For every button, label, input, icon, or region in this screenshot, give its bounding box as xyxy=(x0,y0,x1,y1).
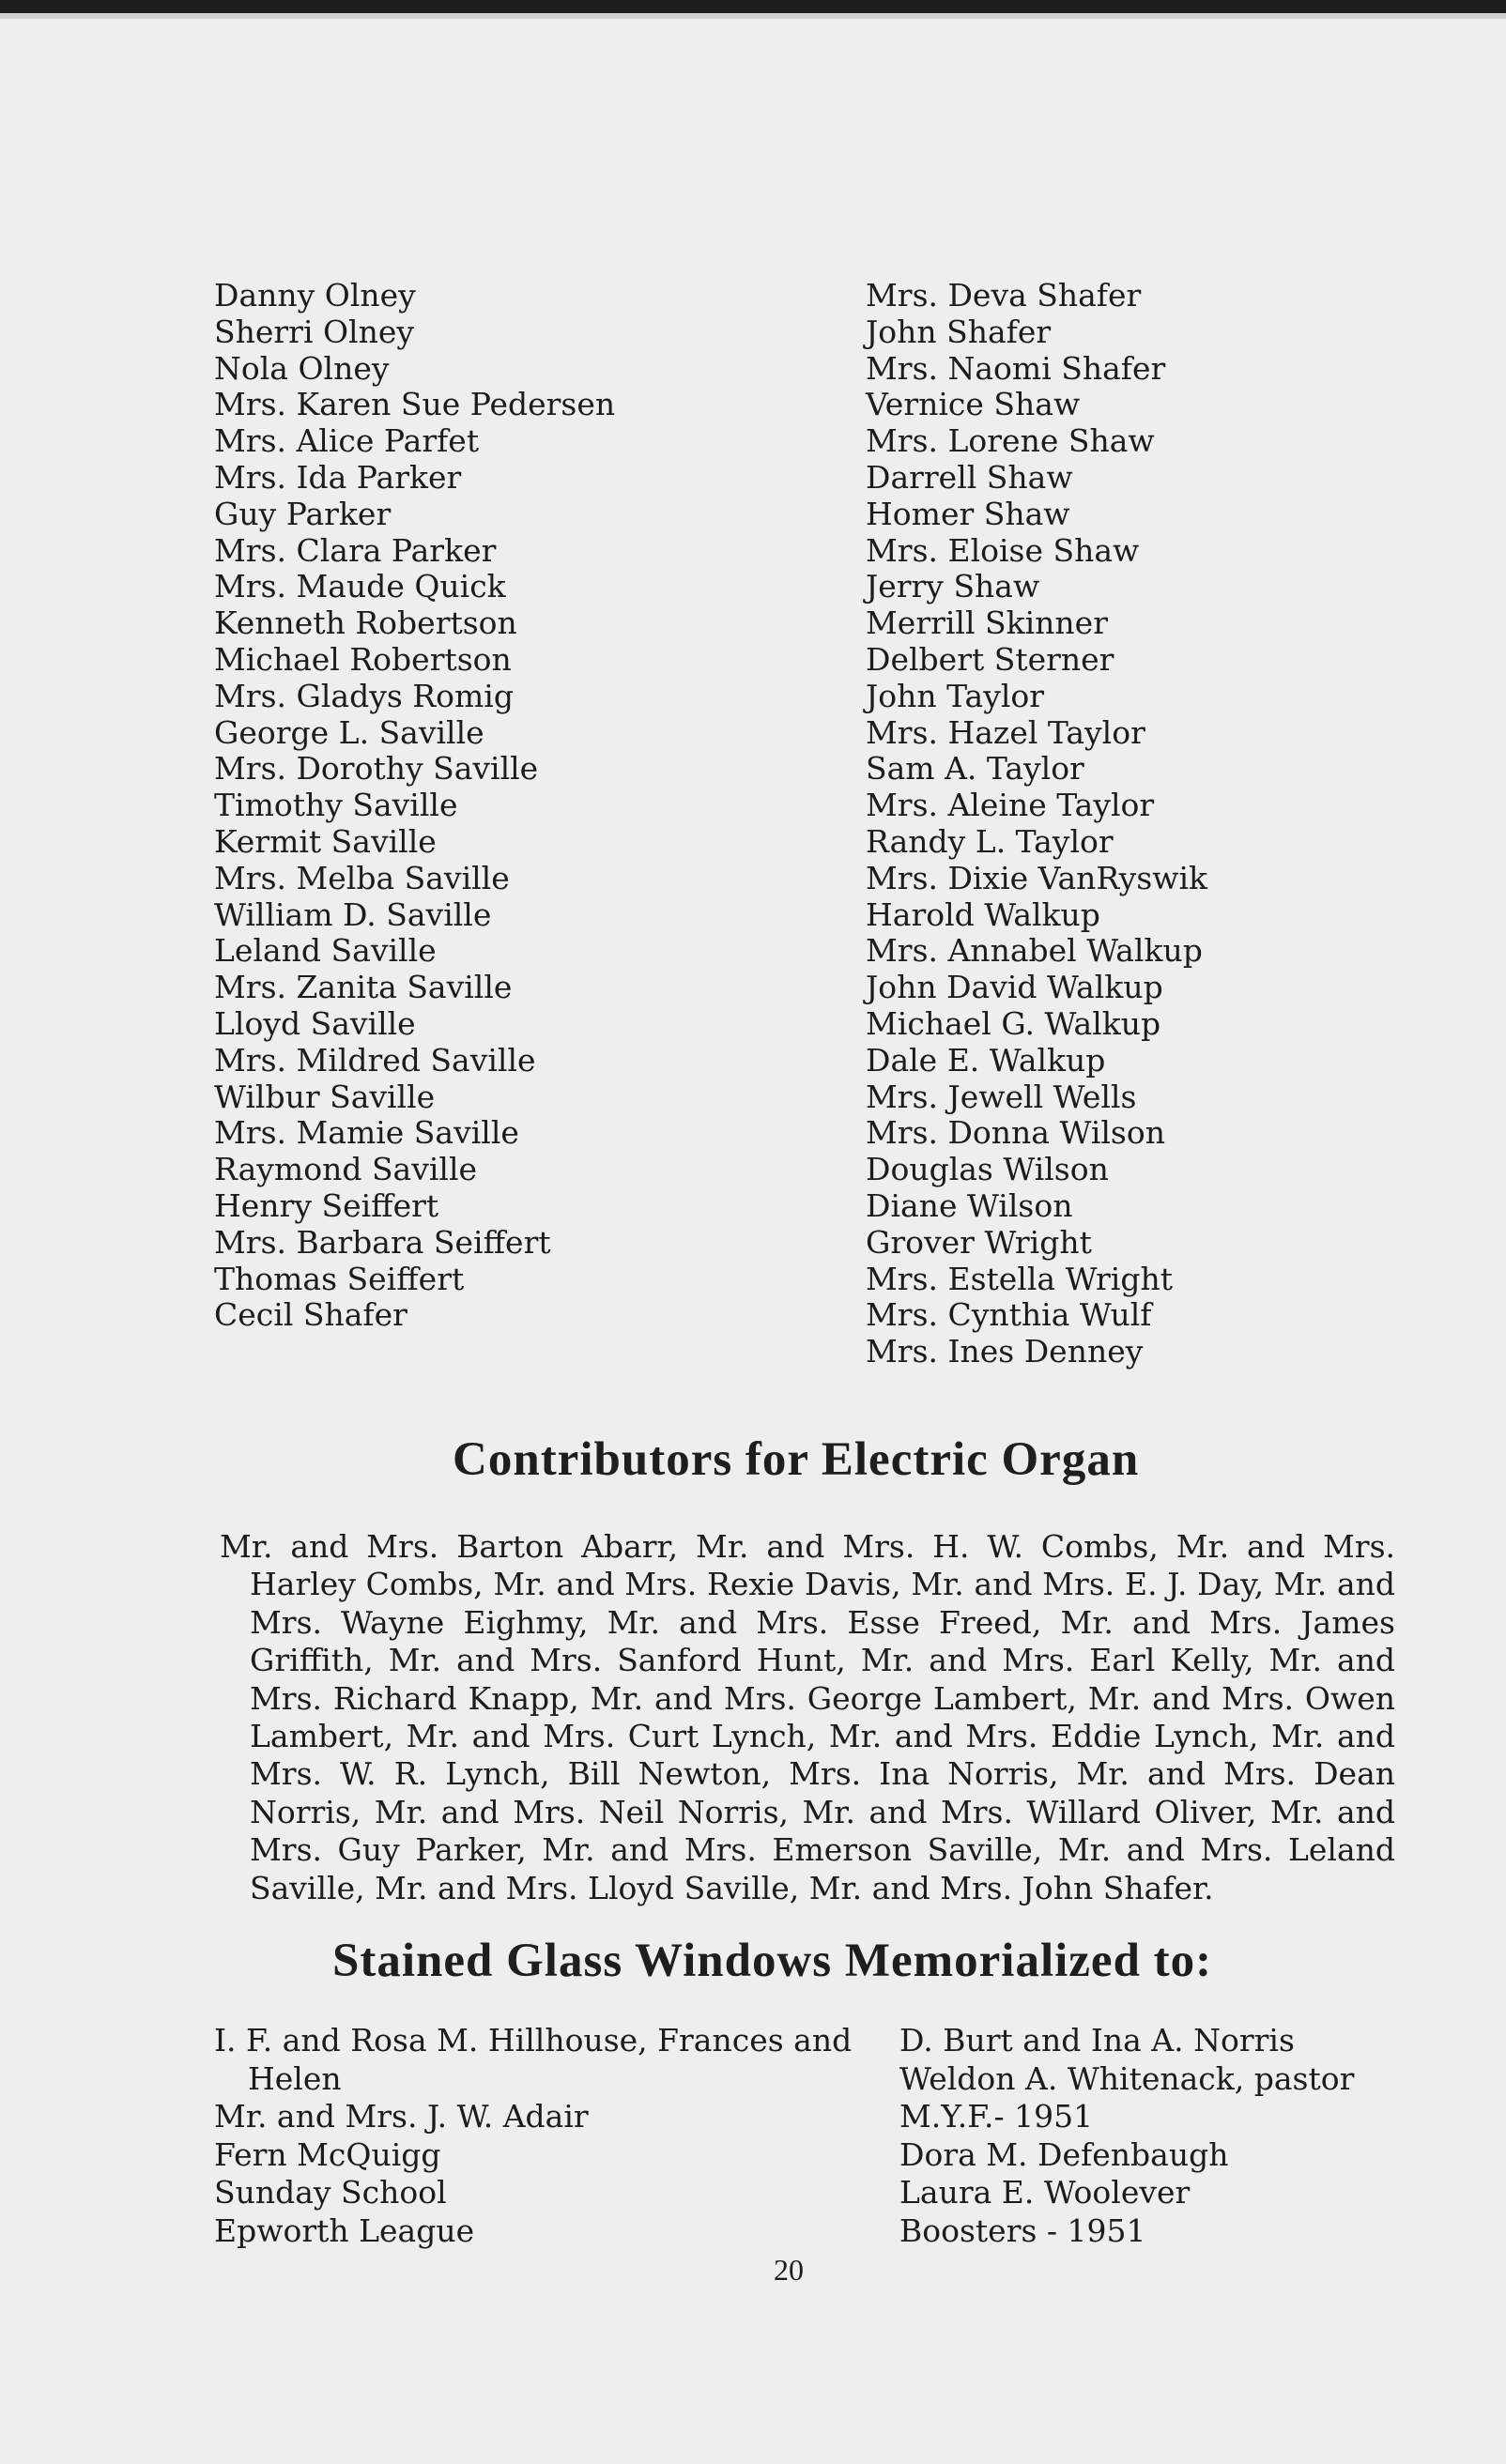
list-item: Timothy Saville xyxy=(214,787,458,824)
list-item: Mrs. Mamie Saville xyxy=(214,1114,519,1152)
scan-top-shadow xyxy=(0,13,1506,19)
list-item: Mr. and Mrs. J. W. Adair xyxy=(214,2098,589,2135)
list-item: Michael Robertson xyxy=(214,640,512,678)
list-item: Nola Olney xyxy=(214,349,390,387)
list-item: Darrell Shaw xyxy=(866,458,1073,496)
list-item: Sherri Olney xyxy=(214,313,415,350)
list-item: Mrs. Annabel Walkup xyxy=(866,932,1203,970)
list-item: Thomas Seiffert xyxy=(214,1260,465,1297)
list-item: Merrill Skinner xyxy=(866,605,1108,642)
list-item: Mrs. Aleine Taylor xyxy=(866,787,1155,824)
list-item: M.Y.F.- 1951 xyxy=(899,2098,1094,2135)
organ-contributors-heading: Contributors for Electric Organ xyxy=(453,1433,1140,1486)
list-item: Wilbur Saville xyxy=(214,1078,436,1115)
list-item: Mrs. Gladys Romig xyxy=(214,677,514,714)
organ-contributors-text: Mr. and Mrs. Barton Abarr, Mr. and Mrs. H. W. Combs, Mr. and Mrs. Harley Combs, Mr. and Mrs. Rexie Davis, Mr. and Mrs. E. J. Day, Mr. and Mrs. Wayne Eighmy, Mr. and Mrs. Esse Freed, Mr. and Mrs. James Griffith, Mr. and Mrs. Sanford Hunt, Mr. and Mrs. Earl Kelly, Mr. and Mrs. Richard Knapp, Mr. and Mrs. George Lambert, Mr. and Mrs. Owen Lambert, Mr. and Mrs. Curt Lynch, Mr. and Mrs. Eddie Lynch, Mr. and Mrs. W. R. Lynch, Bill Newton, Mrs. Ina Norris, Mr. and Mrs. Dean Norris, Mr. and Mrs. Neil Norris, Mr. and Mrs. Willard Oliver, Mr. and Mrs. Guy Parker, Mr. and Mrs. Emerson Saville, Mr. and Mrs. Leland Saville, Mr. and Mrs. Lloyd Saville, Mr. and Mrs. John Shafer. xyxy=(220,1528,1395,1906)
list-item: Raymond Saville xyxy=(214,1151,478,1188)
list-item: William D. Saville xyxy=(214,895,492,933)
list-item: Mrs. Eloise Shaw xyxy=(866,531,1140,569)
list-item: I. F. and Rosa M. Hillhouse, Frances and Helen xyxy=(214,2022,853,2097)
list-item: John Taylor xyxy=(866,677,1045,714)
list-item: Henry Seiffert xyxy=(214,1186,439,1224)
list-item: Vernice Shaw xyxy=(866,386,1081,423)
list-item: Delbert Sterner xyxy=(866,640,1114,678)
member-list-right xyxy=(866,278,1207,1370)
list-item: Mrs. Lorene Shaw xyxy=(866,422,1155,460)
list-item: Jerry Shaw xyxy=(866,568,1040,605)
list-item: Diane Wilson xyxy=(866,1186,1073,1224)
list-item: Epworth League xyxy=(214,2211,475,2249)
list-item: John Shafer xyxy=(866,313,1052,350)
list-item: D. Burt and Ina A. Norris xyxy=(899,2022,1295,2058)
list-item: George L. Saville xyxy=(214,713,484,751)
list-item: Dale E. Walkup xyxy=(866,1041,1106,1079)
list-item: Kenneth Robertson xyxy=(214,605,517,642)
scan-top-edge xyxy=(0,0,1506,13)
list-item: Mrs. Deva Shafer xyxy=(866,277,1142,314)
list-item: Mrs. Hazel Taylor xyxy=(866,713,1145,751)
list-item: Sam A. Taylor xyxy=(866,750,1084,788)
list-item: Cecil Shafer xyxy=(214,1296,407,1334)
list-item: Mrs. Cynthia Wulf xyxy=(866,1296,1152,1334)
list-item: Douglas Wilson xyxy=(866,1151,1109,1188)
list-item: Mrs. Clara Parker xyxy=(214,531,497,569)
list-item: Harold Walkup xyxy=(866,895,1100,933)
list-item: Mrs. Alice Parfet xyxy=(214,422,480,460)
list-item: Mrs. Estella Wright xyxy=(866,1260,1173,1297)
list-item: Mrs. Maude Quick xyxy=(214,568,506,605)
list-item: Homer Shaw xyxy=(866,495,1070,532)
list-item: Boosters - 1951 xyxy=(899,2211,1146,2249)
list-item: Mrs. Karen Sue Pedersen xyxy=(214,386,616,423)
list-item: Danny Olney xyxy=(214,277,416,314)
list-item: Mrs. Barbara Seiffert xyxy=(214,1223,551,1261)
list-item: Mrs. Jewell Wells xyxy=(866,1078,1137,1115)
list-item: Fern McQuigg xyxy=(214,2135,441,2173)
list-item: John David Walkup xyxy=(866,969,1163,1006)
list-item: Mrs. Naomi Shafer xyxy=(866,349,1166,387)
list-item: Kermit Saville xyxy=(214,822,437,860)
list-item: Michael G. Walkup xyxy=(866,1004,1161,1042)
list-item: Dora M. Defenbaugh xyxy=(899,2135,1229,2173)
list-item: Grover Wright xyxy=(866,1223,1092,1261)
list-item: Leland Saville xyxy=(214,932,437,970)
list-item: Weldon A. Whitenack, pastor xyxy=(899,2059,1355,2097)
list-item: Mrs. Mildred Saville xyxy=(214,1041,536,1079)
list-item: Guy Parker xyxy=(214,495,392,532)
list-item: Sunday School xyxy=(214,2174,447,2211)
list-item: Mrs. Ida Parker xyxy=(214,458,462,496)
list-item: Laura E. Woolever xyxy=(899,2174,1191,2211)
list-item: Mrs. Ines Denney xyxy=(866,1333,1144,1370)
page-number: 20 xyxy=(774,2253,804,2287)
list-item: Mrs. Zanita Saville xyxy=(214,969,513,1006)
list-item: Mrs. Dorothy Saville xyxy=(214,750,539,788)
list-item: Mrs. Melba Saville xyxy=(214,859,510,896)
list-item: Mrs. Donna Wilson xyxy=(866,1114,1165,1152)
memorial-list-right xyxy=(899,2022,1354,2251)
memorial-list-left xyxy=(214,2022,871,2251)
list-item: Mrs. Dixie VanRyswik xyxy=(866,859,1208,896)
member-list-left xyxy=(214,278,615,1334)
list-item: Randy L. Taylor xyxy=(866,822,1114,860)
list-item: Lloyd Saville xyxy=(214,1004,416,1042)
stained-glass-heading: Stained Glass Windows Memorialized to: xyxy=(332,1935,1213,1987)
